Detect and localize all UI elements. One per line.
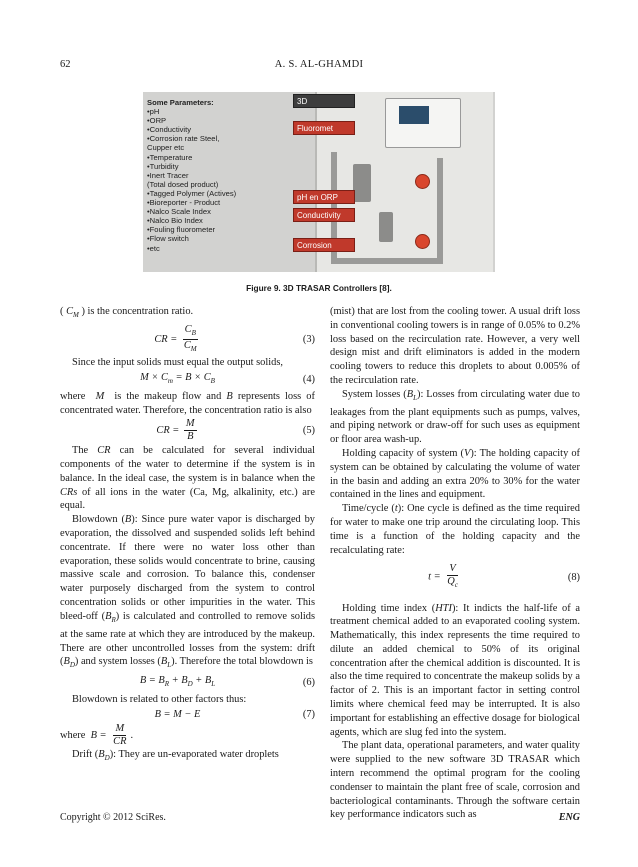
paragraph: Blowdown (B): Since pure water vapor is discharged by evaporation, the dissolved and suspended solids left behind concentrate. If there were no water loss other than evaporation, these solids would concentrate to brine, causing massive scale and corrosion. To balance this, condenser water purposely discharged from the system to control concentration solids or other impurities in the water. This bleed-off $(B_R)$ is calculated and controlled to remove solids at the same rate at which they are introduced by the makeup. There are other uncontrolled losses from the system: drift $(B_D)$ and system losses $(B_L)$. Therefore the total blowdown is: [60, 514, 315, 670]
paragraph: (mist) that are lost from the cooling tower. A usual drift loss in conventional cooling towers is in range of 0.05% to 0.2% loss based on the recirculation rate. However, a very well design mist and drift eliminators is added in the modern cooling towers to reduce this droplets to about 0.005% of the recirculation rate.: [330, 306, 580, 386]
equation-8: t = $\frac{V}{Q_c}$ (8): [428, 563, 580, 590]
left-column: [60, 305, 315, 766]
parameter-list-item: •Tagged Polymer (Actives): [147, 188, 237, 198]
controller-screen: [399, 106, 429, 124]
pipe: [437, 158, 443, 264]
right-column: [330, 305, 580, 822]
figure-caption: Figure 9. 3D TRASAR Controllers [8].: [246, 283, 392, 293]
parameter-list-item: •ORP: [147, 116, 167, 126]
tag-corrosion: Corrosion: [293, 238, 355, 252]
paragraph: where B = $\frac{M}{CR}$ .: [60, 722, 134, 747]
tag-ph-orp: pH en ORP: [293, 190, 355, 204]
equation-number: (3): [302, 333, 315, 345]
valve-icon: [415, 174, 430, 189]
parameter-list-item: •etc: [147, 243, 160, 253]
parameter-list-item: •Bioreporter - Product: [147, 198, 221, 208]
paragraph: The CR can be calculated for several individual components of the water to determine if the system is in balance. In the ideal case, the system is in balance when the CRs of all ions in the water (Ca, Mg, alkalinity, etc.) are equal.: [60, 445, 315, 512]
paragraph: Holding time index (HTI): It indicts the half-life of a treatment chemical added to an evaporated cooling system. Mathematically, this index represents the time required to dilute an added chemical to 50% of its original concentration after the chemical addition is discounted. It is also the time required to concentrate the makeup solids by a factor of 2. This is an important factor in setting control limits where chemical feed may be interrupted. It is also important for establishing an effective dosage for biological agents, which are slug fed into the system.: [330, 602, 580, 738]
pipe: [331, 258, 441, 264]
parameter-list-item: •Fouling fluorometer: [147, 225, 216, 235]
paragraph: Drift $(B_D)$: They are un-evaporated water droplets: [72, 748, 279, 762]
parameter-list-item: •Conductivity: [147, 125, 192, 135]
figure-photo: [143, 92, 495, 272]
parameter-list-item: •Nalco Scale Index: [147, 207, 211, 217]
tag-fluoromet: Fluoromet: [293, 121, 355, 135]
equation-number: (4): [302, 373, 315, 385]
parameter-list-item: •Turbidity: [147, 161, 179, 171]
tag-3d: 3D: [293, 94, 355, 108]
equation-5: CR = $\frac{M}{B}$ (5): [156, 418, 315, 443]
equation-4: $M \times C_m = B \times C_B$ (4): [140, 371, 315, 385]
journal-abbrev: ENG: [558, 812, 580, 823]
parameter-list-item: •Inert Tracer: [147, 170, 189, 180]
page-number: 62: [60, 59, 71, 70]
tag-conductivity: Conductivity: [293, 208, 355, 222]
equation-7: B = M − E (7): [154, 708, 315, 720]
fluorometer-unit: [353, 164, 371, 202]
paragraph: Time/cycle (t): One cycle is defined as the time required for water to make one trip around the circulating loop. This time is a function of the holding capacity and the recalculating rate:: [330, 503, 580, 556]
equation-number: (6): [302, 677, 315, 689]
parameter-list-item: •Nalco Bio Index: [147, 216, 203, 226]
equation-number: (8): [567, 571, 580, 583]
parameter-list-item: •Temperature: [147, 152, 193, 162]
parameter-list-title: Some Parameters:: [147, 98, 214, 107]
sensor-unit: [379, 212, 393, 242]
parameter-list-item: Cupper etc: [147, 143, 185, 153]
parameter-list-item: •Corrosion rate Steel,: [147, 134, 220, 144]
paragraph: The plant data, operational parameters, and water quality were supplied to the new software 3D TRASAR which intern recommend the optimal program for the cooling condenser to maintain the plant free of scale, corrosion and bacteriological contaminants. Through the software certain key performance indicators such as: [330, 740, 580, 821]
paragraph: where M is the makeup flow and B represents loss of concentrated water. Therefore, the concentration ratio is also: [60, 390, 315, 416]
paragraph: System losses $(B_L)$: Losses from circulating water due to leakages from the plant equipments such as pumps, valves, and piping network or draw-off for such uses as equipment or floor area wash-up.: [330, 388, 580, 446]
running-title: A. S. AL-GHAMDI: [274, 59, 364, 70]
paragraph: Blowdown is related to other factors thus:: [72, 694, 247, 706]
equation-number: (5): [302, 424, 315, 436]
equation-number: (7): [302, 708, 315, 720]
paragraph: Since the input solids must equal the output solids,: [72, 357, 283, 369]
parameter-list-item: •Flow switch: [147, 234, 189, 244]
paragraph: Holding capacity of system (V): The holding capacity of system can be obtained by calculating the volume of water in the basin and adding an extra 20% to 30% for the water contained in the lines and equipment.: [330, 448, 580, 501]
paragraph: ( $C_M$ ) is the concentration ratio.: [60, 306, 194, 320]
equation-3: CR = $\frac{C_B}{C_M}$ (3): [154, 323, 315, 354]
parameter-list-item: •pH: [147, 107, 160, 117]
valve-icon: [415, 234, 430, 249]
parameter-list-item: (Total dosed product): [147, 179, 219, 189]
parameter-list: [147, 98, 282, 253]
equation-6: $B = B_R + B_D + B_L$ (6): [139, 675, 315, 689]
copyright-notice: Copyright © 2012 SciRes.: [60, 812, 166, 823]
